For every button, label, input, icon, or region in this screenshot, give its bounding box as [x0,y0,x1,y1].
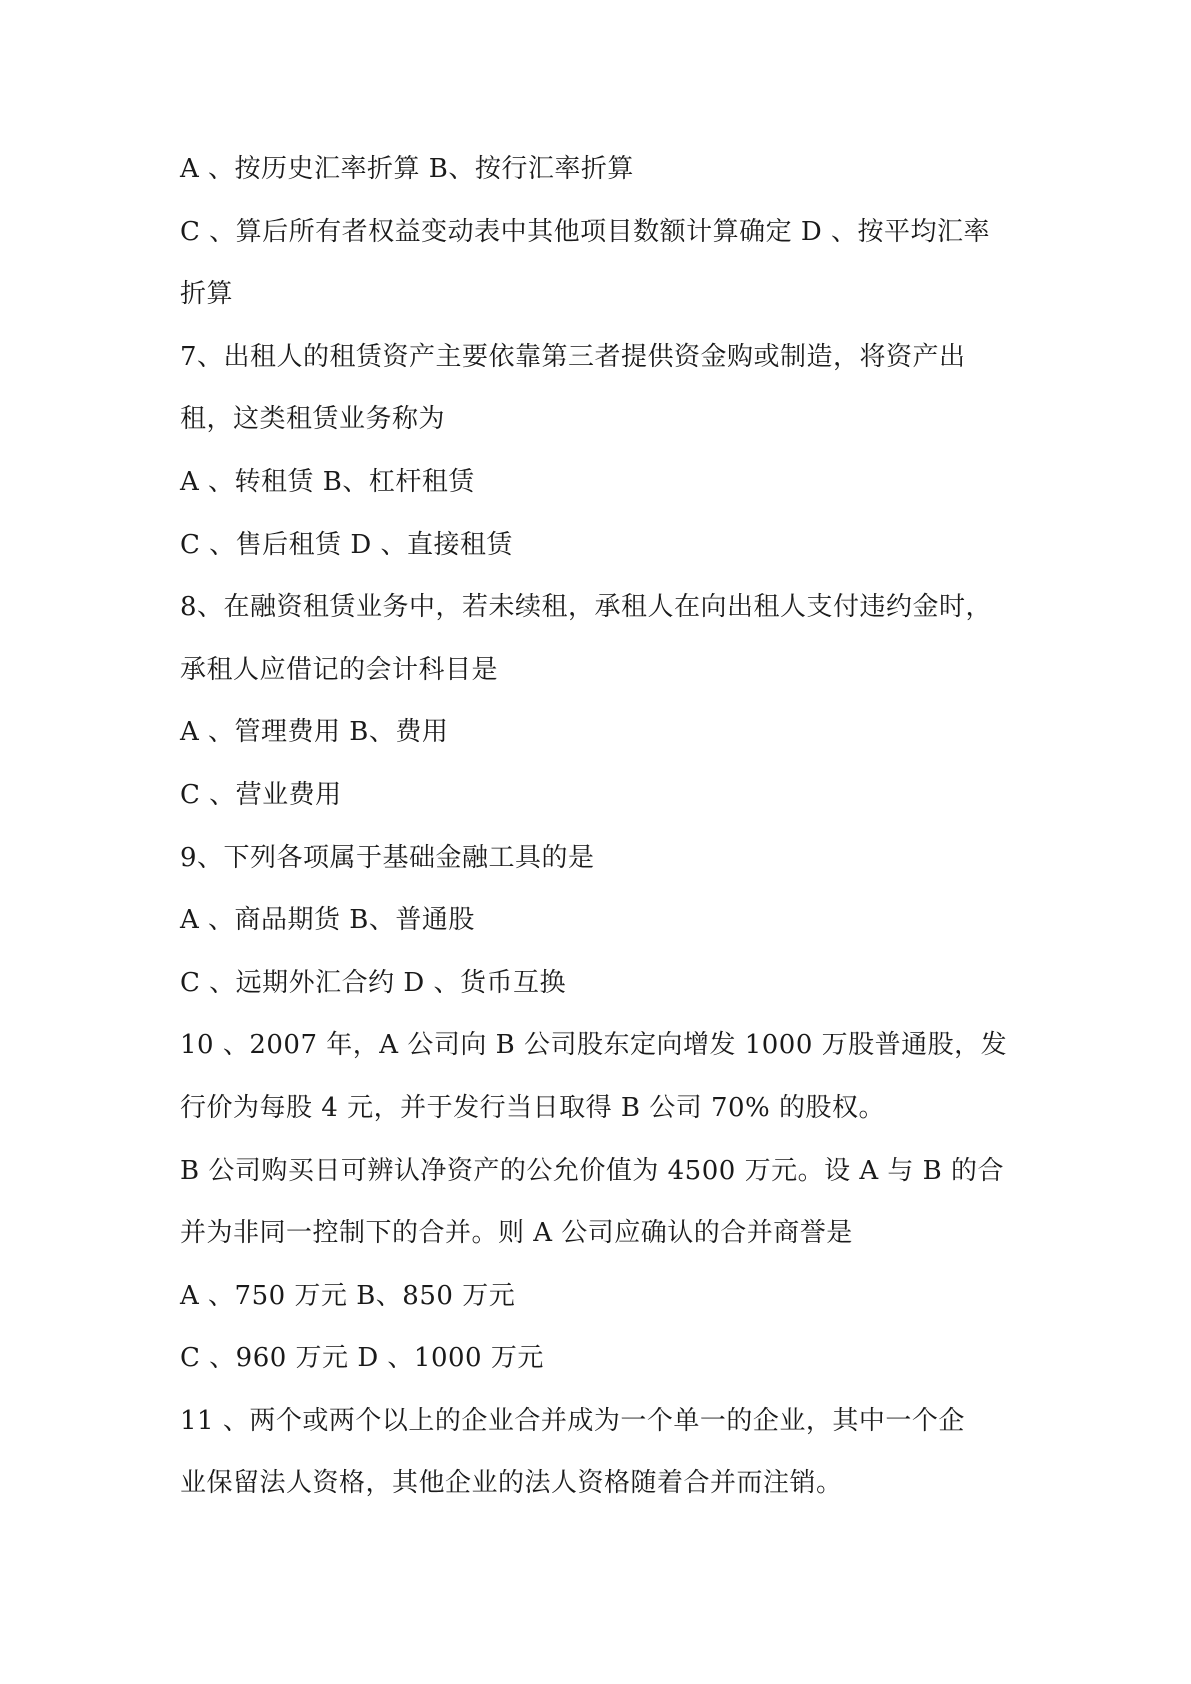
option-line: A 、管理费用 B、费用 [180,717,449,748]
document-body [180,138,1020,1515]
question-line: B 公司购买日可辨认净资产的公允价值为 4500 万元。设 A 与 B 的合 [180,1155,1005,1186]
option-line: A 、750 万元 B、850 万元 [180,1280,516,1311]
option-line: C 、960 万元 D 、1000 万元 [180,1343,544,1374]
option-line: A 、转租赁 B、杠杆租赁 [180,466,475,497]
question-line: 并为非同一控制下的合并。则 A 公司应确认的合并商誉是 [180,1218,853,1249]
question-line: 11 、两个或两个以上的企业合并成为一个单一的企业，其中一个企 [180,1405,965,1436]
question-line: 行价为每股 4 元，并于发行当日取得 B 公司 70% 的股权。 [180,1092,886,1123]
option-line: 折算 [180,279,234,310]
option-line: A 、按历史汇率折算 B、按行汇率折算 [180,154,634,184]
question-line: 承租人应借记的会计科目是 [180,654,499,685]
option-line: C 、售后租赁 D 、直接租赁 [180,529,514,560]
option-line: C 、远期外汇合约 D 、货币互换 [180,967,567,998]
option-line: C 、营业费用 [180,779,342,810]
option-line: A 、商品期货 B、普通股 [180,905,475,936]
question-line: 8、在融资租赁业务中，若未续租，承租人在向出租人支付违约金时， [180,592,993,623]
question-line: 业保留法人资格，其他企业的法人资格随着合并而注销。 [180,1468,843,1499]
question-line: 租，这类租赁业务称为 [180,404,446,435]
question-line: 9、下列各项属于基础金融工具的是 [180,842,595,873]
question-line: 10 、2007 年，A 公司向 B 公司股东定向增发 1000 万股普通股，发 [180,1030,1008,1061]
option-line: C 、算后所有者权益变动表中其他项目数额计算确定 D 、按平均汇率 [180,216,991,247]
question-line: 7、出租人的租赁资产主要依靠第三者提供资金购或制造，将资产出 [180,341,966,372]
